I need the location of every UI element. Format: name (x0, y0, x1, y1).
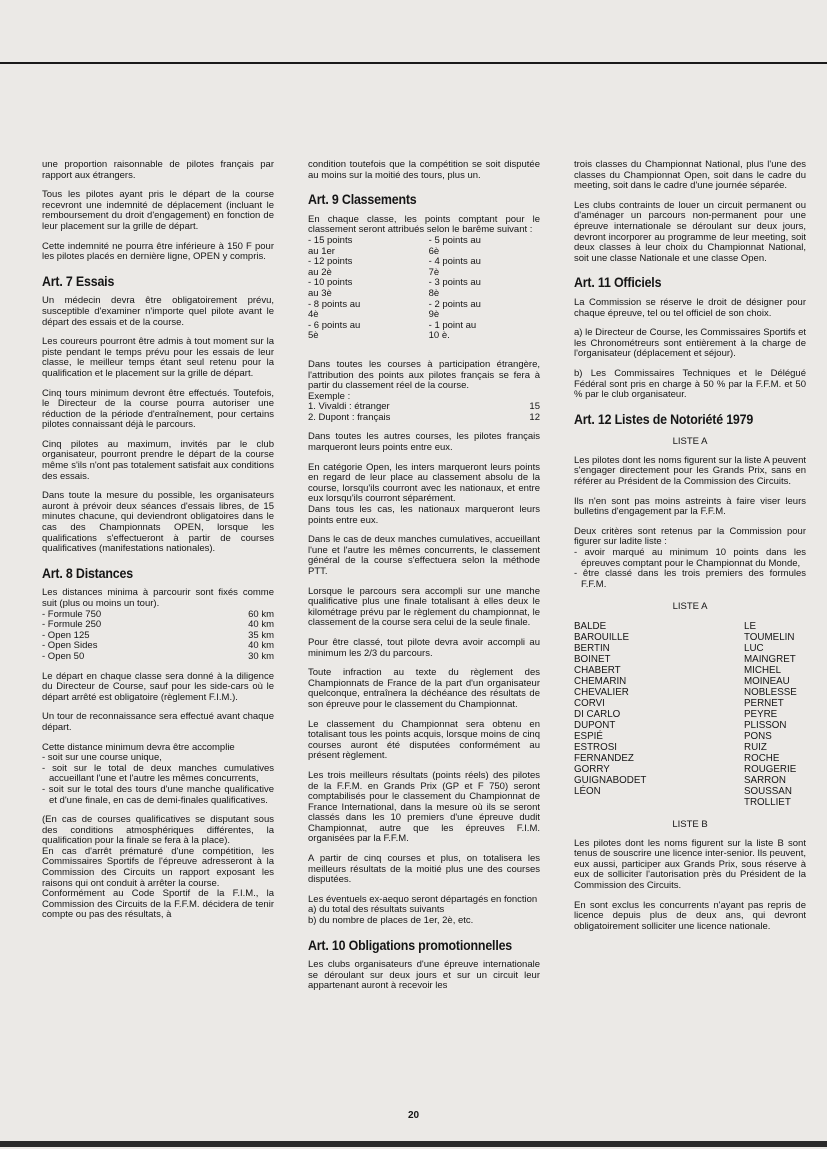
paragraph: Les éventuels ex-aequo seront départagés en fonction (308, 893, 538, 905)
list-item: PLISSON (744, 720, 787, 731)
example-table (308, 402, 540, 423)
paragraph: En catégorie Open, les inters marqueront leurs points en regard de leur place au classement absolu de la course, lorsqu'ils courront avec les nationaux, et entre eux lorsqu'ils courront séparément. (308, 461, 540, 505)
points-item: - 3 points au 8è (428, 277, 481, 299)
list-item: LE TOUMELIN (744, 621, 795, 643)
points-item: - 6 points au 5è (308, 319, 361, 342)
paragraph: En chaque classe, les points comptant pour le classement seront attribués selon le barême suivant : (308, 213, 540, 236)
class-cell: - Formule 250 (42, 619, 102, 631)
distance-table (42, 610, 274, 663)
list-item: LÉON (574, 786, 601, 797)
km-cell: 40 km (248, 640, 274, 652)
paragraph: En sont exclus les concurrents n'ayant pas repris de licence depuis plus de deux ans, qui devront obligatoirement solliciter une licence nationale. (574, 899, 806, 932)
heading-art9: Art. 9 Classements (308, 192, 417, 208)
points-item: - 4 points au 7è (428, 256, 481, 278)
list-item: GUIGNABODET (574, 775, 647, 786)
paragraph: La Commission se réserve le droit de désigner pour chaque épreuve, tel ou tel officiel de son choix. (574, 296, 806, 319)
paragraph: Ils n'en sont pas moins astreints à faire viser leurs bulletins d'engagement par la F.F.M. (574, 495, 806, 518)
list-item: ROCHE (744, 753, 780, 764)
km-cell: 60 km (248, 608, 274, 620)
paragraph: Tous les pilotes ayant pris le départ de la course recevront une indemnité de déplacement (incluant le remboursement du droit d'engagement) en fonction de leur placement sur la grille de départ. (42, 189, 274, 232)
paragraph: Les clubs contraints de louer un circuit permanent ou d'aménager un parcours non-permanent pour une épreuve internationale se déroulant sur deux jours, devront incorporer au programme de leur meeting, soit deux classes à leur choix du Championnat National, soit une classe Nationale et une classe Open. (574, 199, 806, 264)
class-cell: - Open Sides (42, 640, 98, 652)
paragraph: Un médecin devra être obligatoirement prévu, susceptible d'examiner n'importe quel pilote avant le départ des essais et de la course. (42, 295, 274, 328)
list-item: CHABERT (574, 665, 621, 676)
example-label: Exemple : (308, 390, 351, 402)
points-item: - 12 points au 2è (308, 256, 353, 278)
top-rule (0, 62, 827, 64)
paragraph: Dans le cas de deux manches cumulatives, accueillant l'une et l'autre les mêmes concurrents, le classement général de la course s'effectuera selon la méthode PTT. (308, 534, 540, 577)
tiebreak-list (308, 905, 540, 926)
example-name: 2. Dupont : français (308, 411, 391, 423)
list-item: DI CARLO (574, 709, 621, 720)
list-item: - soit sur le total de deux manches cumulatives accueillant l'une et l'autre les mêmes concurrents, (42, 762, 274, 785)
column-2 (308, 160, 540, 992)
list-item: SOUSSAN (744, 786, 792, 797)
km-cell: 30 km (248, 650, 274, 662)
list-item: CHEVALIER (574, 687, 629, 698)
list-item: MOINEAU (744, 676, 790, 687)
points-right (429, 236, 540, 342)
paragraph: b) Les Commissaires Techniques et le Délégué Fédéral sont pris en charge à 50 % par la F.F.M. et 50 % par le club organisateur. (574, 367, 806, 401)
points-item: - 8 points au 4è (308, 298, 361, 321)
paragraph: Deux critères sont retenus par la Commission pour figurer sur ladite liste : (574, 525, 806, 548)
paragraph: Les coureurs pourront être admis à tout moment sur la piste pendant le temps prévu pour les essais de leur classe, le meilleur temps étant seul retenu pour la qualification et le placement sur la grille de départ. (42, 336, 274, 379)
list-item: BAROUILLE (574, 632, 629, 643)
paragraph: Le départ en chaque classe sera donné à la diligence du Directeur de Course, sauf pour les side-cars où le départ arrêté est obligatoire (règlement F.I.M.). (42, 670, 274, 703)
table-row (308, 413, 540, 424)
points-item: - 1 point au 10 è. (428, 319, 477, 342)
paragraph: A partir de cinq courses et plus, on totalisera les meilleurs résultats de la moitié plus une des courses disputées. (308, 853, 540, 886)
list-item: PEYRE (744, 709, 778, 720)
paragraph: Toute infraction au texte du règlement des Championnats de France de la part d'un organisateur quelconque, entraînera la déchéance des résultats de son épreuve pour le classement du Championnat. (308, 667, 540, 710)
names-right (744, 621, 806, 808)
paragraph: Dans toutes les autres courses, les pilotes français marqueront leurs points entre eux. (308, 431, 540, 454)
points-item: - 15 points au 1er (308, 234, 353, 257)
class-cell: - Open 125 (42, 629, 90, 641)
points-item: - 10 points au 3è (308, 277, 353, 299)
paragraph: Les distances minima à parcourir sont fixés comme suit (plus ou moins un tour). (42, 587, 274, 609)
paragraph: Un tour de reconnaissance sera effectué avant chaque départ. (42, 711, 274, 733)
paragraph: Cinq tours minimum devront être effectués. Toutefois, le Directeur de la course pourra autoriser une réduction de la période d'entraînement, pour certains pilotes connaissant déjà le parcours. (42, 387, 274, 431)
list-item: DUPONT (574, 720, 616, 731)
paragraph: Les pilotes dont les noms figurent sur la liste B sont tenus de souscrire une licence inter-senior. Ils peuvent, eux aussi, participer aux Grands Prix, sous réserve à eux de solliciter l'autorisation près du Président de la Commission des Circuits. (574, 837, 806, 891)
example-points: 15 (529, 401, 540, 413)
heading-art12: Art. 12 Listes de Notoriété 1979 (574, 411, 754, 427)
list-item: BALDE (574, 621, 607, 632)
list-item: BERTIN (574, 643, 610, 654)
heading-art10: Art. 10 Obligations promotionnelles (308, 937, 513, 953)
list-item: - être classé dans les trois premiers des formules F.F.M. (574, 568, 806, 590)
paragraph: Cinq pilotes au maximum, invités par le club organisateur, pourront prendre le départ de la course même s'ils n'ont pas totalement satisfait aux conditions des essais. (42, 438, 274, 482)
points-item: - 2 points au 9è (428, 298, 481, 321)
paragraph: Le classement du Championnat sera obtenu en totalisant tous les points acquis, lorsque moins de cinq courses auront été disputées conformément au présent règlement. (308, 718, 540, 762)
example-points: 12 (529, 411, 540, 423)
list-item: MAINGRET (744, 654, 796, 665)
page-number: 20 (407, 1110, 420, 1121)
list-item: - avoir marqué au minimum 10 points dans les épreuves comptant pour le Championnat du Monde, (574, 547, 806, 569)
points-scale (308, 236, 540, 342)
list-item: a) du total des résultats suivants (308, 904, 445, 916)
points-left (308, 236, 419, 342)
paragraph: Les trois meilleurs résultats (points réels) des pilotes de la F.F.M. en Grands Prix (GP et F 750) seront comptabilisés pour le classement du Championnat de France International, dans la mesure où ils se seront classés dans les 10 premiers d'une épreuve dudit Championnat, autre que les épreuves F.I.M. organisées par la F.F.M. (308, 769, 540, 845)
paragraph: Dans toute la mesure du possible, les organisateurs auront à prévoir deux séances d'essais libres, de 15 minutes chacune, qui deviendront obligatoires dans le cas des Championnats OPEN, lorsque les qualifications s'effectueront à partir de courses qualificatives (manifestations nationales). (42, 490, 274, 555)
paragraph: Les clubs organisateurs d'une épreuve internationale se déroulant sur deux jours et sur un circuit leur appartenant auront à recevoir les (308, 959, 540, 992)
list-item: RUIZ (744, 742, 767, 753)
list-item: ESTROSI (574, 742, 618, 753)
column-3 (574, 160, 806, 932)
list-item: b) du nombre de places de 1er, 2è, etc. (308, 915, 474, 927)
list-item: FERNANDEZ (574, 753, 634, 764)
liste-b-heading: LISTE B (672, 819, 708, 830)
list-item: BOINET (574, 654, 611, 665)
list-item: ESPIÉ (574, 731, 603, 742)
points-item: - 5 points au 6è (428, 234, 481, 257)
list-item: PONS (744, 731, 772, 742)
list-item: SARRON (744, 775, 786, 786)
names-list-a (574, 621, 806, 808)
list-item: PERNET (744, 698, 784, 709)
paragraph: Cette distance minimum devra être accomplie (42, 741, 235, 753)
list-item: NOBLESSE (744, 687, 797, 698)
heading-art11: Art. 11 Officiels (574, 275, 662, 291)
list-item: CORVI (574, 698, 605, 709)
km-cell: 40 km (248, 619, 274, 631)
km-cell: 35 km (248, 629, 274, 641)
paragraph: Dans tous les cas, les nationaux marqueront leurs points entre eux. (308, 504, 540, 526)
paragraph: Conformément au Code Sportif de la F.I.M., la Commission des Circuits de la F.F.M. décidera de tenir compte ou pas des résultats, à (42, 888, 274, 921)
list-item: ROUGERIE (744, 764, 797, 775)
list-item: - soit sur le total des tours d'une manche qualificative et d'une finale, en cas de demi-finales qualificatives. (42, 783, 274, 806)
condition-list (42, 753, 274, 806)
criteria-list (574, 548, 806, 590)
heading-art7: Art. 7 Essais (42, 273, 115, 289)
paragraph: Lorsque le parcours sera accompli sur une manche qualificative plus une finale totalisant à elles deux le kilométrage prévu par le règlement du championnat, le classement de la course sera celui de la seule finale. (308, 585, 540, 629)
paragraph: Cette indemnité ne pourra être inférieure à 150 F pour les pilotes placés en dernière ligne, OPEN y compris. (42, 240, 274, 263)
heading-art8: Art. 8 Distances (42, 565, 133, 581)
class-cell: - Formule 750 (42, 608, 102, 620)
list-item: LUC (744, 643, 764, 654)
liste-a-heading: LISTE A (672, 436, 708, 448)
paragraph: condition toutefois que la compétition se soit disputée au moins sur la moitié des tours, plus un. (308, 159, 540, 181)
bottom-rule (0, 1141, 827, 1147)
list-item: CHEMARIN (574, 676, 627, 687)
list-item: TROLLIET (744, 797, 791, 808)
list-item: MICHEL (744, 665, 782, 676)
names-left (574, 621, 646, 808)
paragraph: (En cas de courses qualificatives se disputant sous des conditions atmosphériques différentes, la qualification pour la finale se fera à la place). (42, 814, 274, 847)
paragraph: Les pilotes dont les noms figurent sur la liste A peuvent s'engager directement pour les Grands Prix, sans en référer au Président de la Commission des Circuits. (574, 454, 806, 488)
list-item: - soit sur une course unique, (42, 752, 162, 764)
class-cell: - Open 50 (42, 650, 85, 662)
column-1 (42, 160, 274, 921)
paragraph: En cas d'arrêt prématuré d'une compétition, les Commissaires Sportifs de l'épreuve adresseront à la Commission des Circuits un rapport exposant les raisons qui ont conduit à arrêter la course. (42, 845, 274, 889)
paragraph: une proportion raisonnable de pilotes français par rapport aux étrangers. (42, 159, 274, 181)
paragraph: trois classes du Championnat National, plus l'une des classes du Championnat Open, soit dans le cadre du meeting, soit dans le cadre d'une journée séparée. (574, 159, 806, 192)
paragraph: Dans toutes les courses à participation étrangère, l'attribution des points aux pilotes français se fera à partir du classement réel de la course. (308, 358, 540, 392)
example-name: 1. Vivaldi : étranger (308, 401, 390, 413)
list-item: GORRY (574, 764, 610, 775)
liste-a-heading-2: LISTE A (672, 601, 708, 613)
paragraph: Pour être classé, tout pilote devra avoir accompli au minimum les 2/3 du parcours. (308, 636, 540, 659)
paragraph: a) le Directeur de Course, les Commissaires Sportifs et les Chronométreurs sont entièrement à la charge de l'organisateur (déplacement et séjour). (574, 327, 806, 360)
table-row (42, 652, 274, 663)
